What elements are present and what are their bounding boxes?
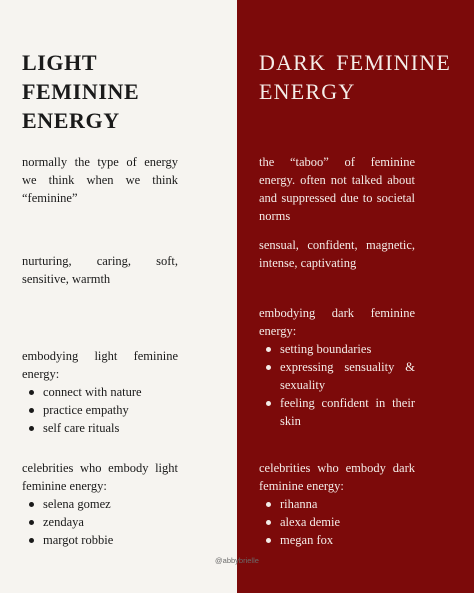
bullet-icon: [266, 401, 271, 406]
light-celebrities-intro: celebrities who embody light feminine energy:: [22, 461, 178, 493]
bullet-icon: [29, 408, 34, 413]
dark-feminine-column: [237, 0, 474, 593]
list-item: megan fox: [279, 531, 415, 549]
bullet-icon: [29, 426, 34, 431]
bullet-icon: [29, 390, 34, 395]
dark-embodying-intro: embodying dark feminine energy:: [259, 306, 415, 338]
list-item: rihanna: [279, 495, 415, 513]
dark-celebrities-section: [259, 459, 415, 549]
light-traits-text: nurturing, caring, soft, sensitive, warmth: [22, 254, 178, 286]
dark-embodying-section: [259, 304, 415, 430]
list-item: zendaya: [42, 513, 178, 531]
list-item: expressing sensuality & sexuality: [279, 358, 415, 394]
bullet-icon: [266, 520, 271, 525]
dark-definition: [259, 153, 415, 225]
dark-celebrities-intro: celebrities who embody dark feminine energy:: [259, 461, 415, 493]
bullet-icon: [29, 538, 34, 543]
list-item: alexa demie: [279, 513, 415, 531]
list-item: self care rituals: [42, 419, 178, 437]
light-definition-text: normally the type of energy we think when we think “feminine”: [22, 155, 178, 205]
list-item: setting boundaries: [279, 340, 415, 358]
list-item: selena gomez: [42, 495, 178, 513]
bullet-icon: [266, 347, 271, 352]
light-embodying-section: [22, 347, 178, 437]
light-celebrities-list: [22, 495, 178, 549]
light-definition: [22, 153, 178, 207]
author-credit: @abbybrielle: [215, 556, 259, 565]
bullet-icon: [266, 538, 271, 543]
dark-embodying-list: [259, 340, 415, 430]
dark-definition-text: the “taboo” of feminine energy. often not talked about and suppressed due to societal norms: [259, 155, 415, 223]
dark-traits-text: sensual, confident, magnetic, intense, captivating: [259, 238, 415, 270]
bullet-icon: [29, 520, 34, 525]
bullet-icon: [29, 502, 34, 507]
light-feminine-title: LIGHT FEMININE ENERGY: [22, 50, 140, 133]
light-embodying-list: [22, 383, 178, 437]
dark-feminine-title: DARK FEMININE ENERGY: [259, 50, 451, 104]
dark-traits: [259, 236, 415, 272]
list-item: feeling confident in their skin: [279, 394, 415, 430]
light-embodying-intro: embodying light feminine energy:: [22, 349, 178, 381]
dark-celebrities-list: [259, 495, 415, 549]
list-item: practice empathy: [42, 401, 178, 419]
bullet-icon: [266, 502, 271, 507]
light-traits: [22, 252, 178, 288]
bullet-icon: [266, 365, 271, 370]
list-item: connect with nature: [42, 383, 178, 401]
light-celebrities-section: [22, 459, 178, 549]
list-item: margot robbie: [42, 531, 178, 549]
